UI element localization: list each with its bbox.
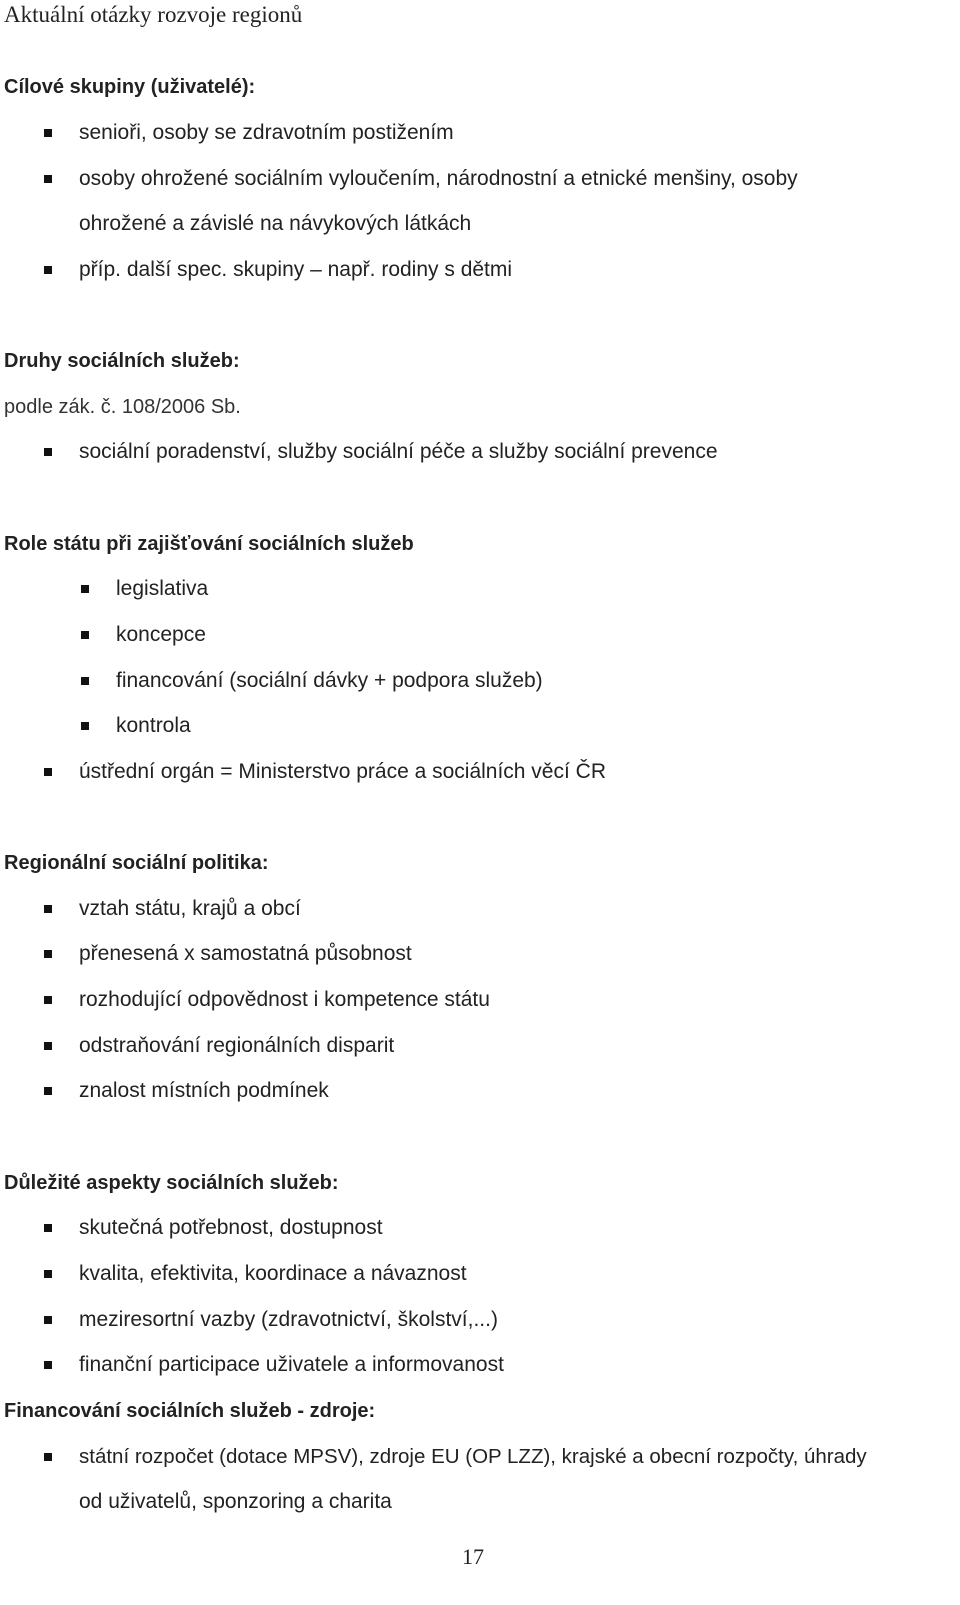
bullet-icon — [44, 1270, 52, 1278]
bullet-icon — [81, 677, 89, 685]
bullet-icon — [44, 1316, 52, 1324]
bullet-icon — [44, 129, 52, 137]
bullet-icon — [44, 996, 52, 1004]
list-item-text: vztah státu, krajů a obcí — [79, 897, 301, 920]
bullet-icon — [44, 768, 52, 776]
list-item-text: sociální poradenství, služby sociální péče a služby sociální prevence — [79, 440, 718, 463]
section-heading-service-types: Druhy sociálních služeb: — [4, 350, 240, 372]
section-heading-regional-policy: Regionální sociální politika: — [4, 852, 269, 874]
list-item-text: rozhodující odpovědnost i kompetence státu — [79, 988, 490, 1011]
list-item-text: senioři, osoby se zdravotním postižením — [79, 121, 454, 144]
page-number: 17 — [462, 1544, 484, 1569]
bullet-icon — [44, 1224, 52, 1232]
list-item-text: koncepce — [116, 623, 206, 646]
list-item-text: finanční participace uživatele a informovanost — [79, 1353, 504, 1376]
bullet-icon — [44, 1361, 52, 1369]
bullet-icon — [81, 585, 89, 593]
list-item-text: meziresortní vazby (zdravotnictví, školství,...) — [79, 1308, 498, 1331]
section-heading-important-aspects: Důležité aspekty sociálních služeb: — [4, 1172, 339, 1194]
bullet-icon — [44, 905, 52, 913]
list-item-text: skutečná potřebnost, dostupnost — [79, 1216, 383, 1239]
list-item-text: přenesená x samostatná působnost — [79, 942, 412, 965]
running-header: Aktuální otázky rozvoje regionů — [4, 2, 303, 27]
section-heading-financing: Financování sociálních služeb - zdroje: — [4, 1400, 376, 1422]
list-item-text: státní rozpočet (dotace MPSV), zdroje EU (OP LZZ), krajské a obecní rozpočty, úhrady — [79, 1445, 867, 1468]
bullet-icon — [81, 722, 89, 730]
list-item-text: financování (sociální dávky + podpora služeb) — [116, 669, 543, 692]
list-item-text: legislativa — [116, 577, 209, 600]
bullet-icon — [44, 175, 52, 183]
bullet-icon — [44, 448, 52, 456]
list-item-text: ústřední orgán = Ministerstvo práce a sociálních věcí ČR — [79, 760, 606, 783]
section-heading-state-role: Role státu při zajišťování sociálních služeb — [4, 533, 414, 555]
bullet-icon — [81, 631, 89, 639]
list-item-text: kontrola — [116, 714, 191, 737]
list-item-text: znalost místních podmínek — [79, 1079, 329, 1102]
list-item-continuation: od uživatelů, sponzoring a charita — [79, 1490, 392, 1513]
list-item-continuation: ohrožené a závislé na návykových látkách — [79, 212, 472, 235]
legal-reference: podle zák. č. 108/2006 Sb. — [4, 396, 241, 418]
section-heading-target-groups: Cílové skupiny (uživatelé): — [4, 76, 256, 98]
bullet-icon — [44, 1087, 52, 1095]
list-item-text: osoby ohrožené sociálním vyloučením, národnostní a etnické menšiny, osoby — [79, 167, 798, 190]
bullet-icon — [44, 1453, 52, 1461]
list-item-text: příp. další spec. skupiny – např. rodiny s dětmi — [79, 258, 513, 281]
bullet-icon — [44, 266, 52, 274]
bullet-icon — [44, 1042, 52, 1050]
bullet-icon — [44, 950, 52, 958]
list-item-text: kvalita, efektivita, koordinace a návaznost — [79, 1262, 467, 1285]
list-item-text: odstraňování regionálních disparit — [79, 1034, 395, 1057]
